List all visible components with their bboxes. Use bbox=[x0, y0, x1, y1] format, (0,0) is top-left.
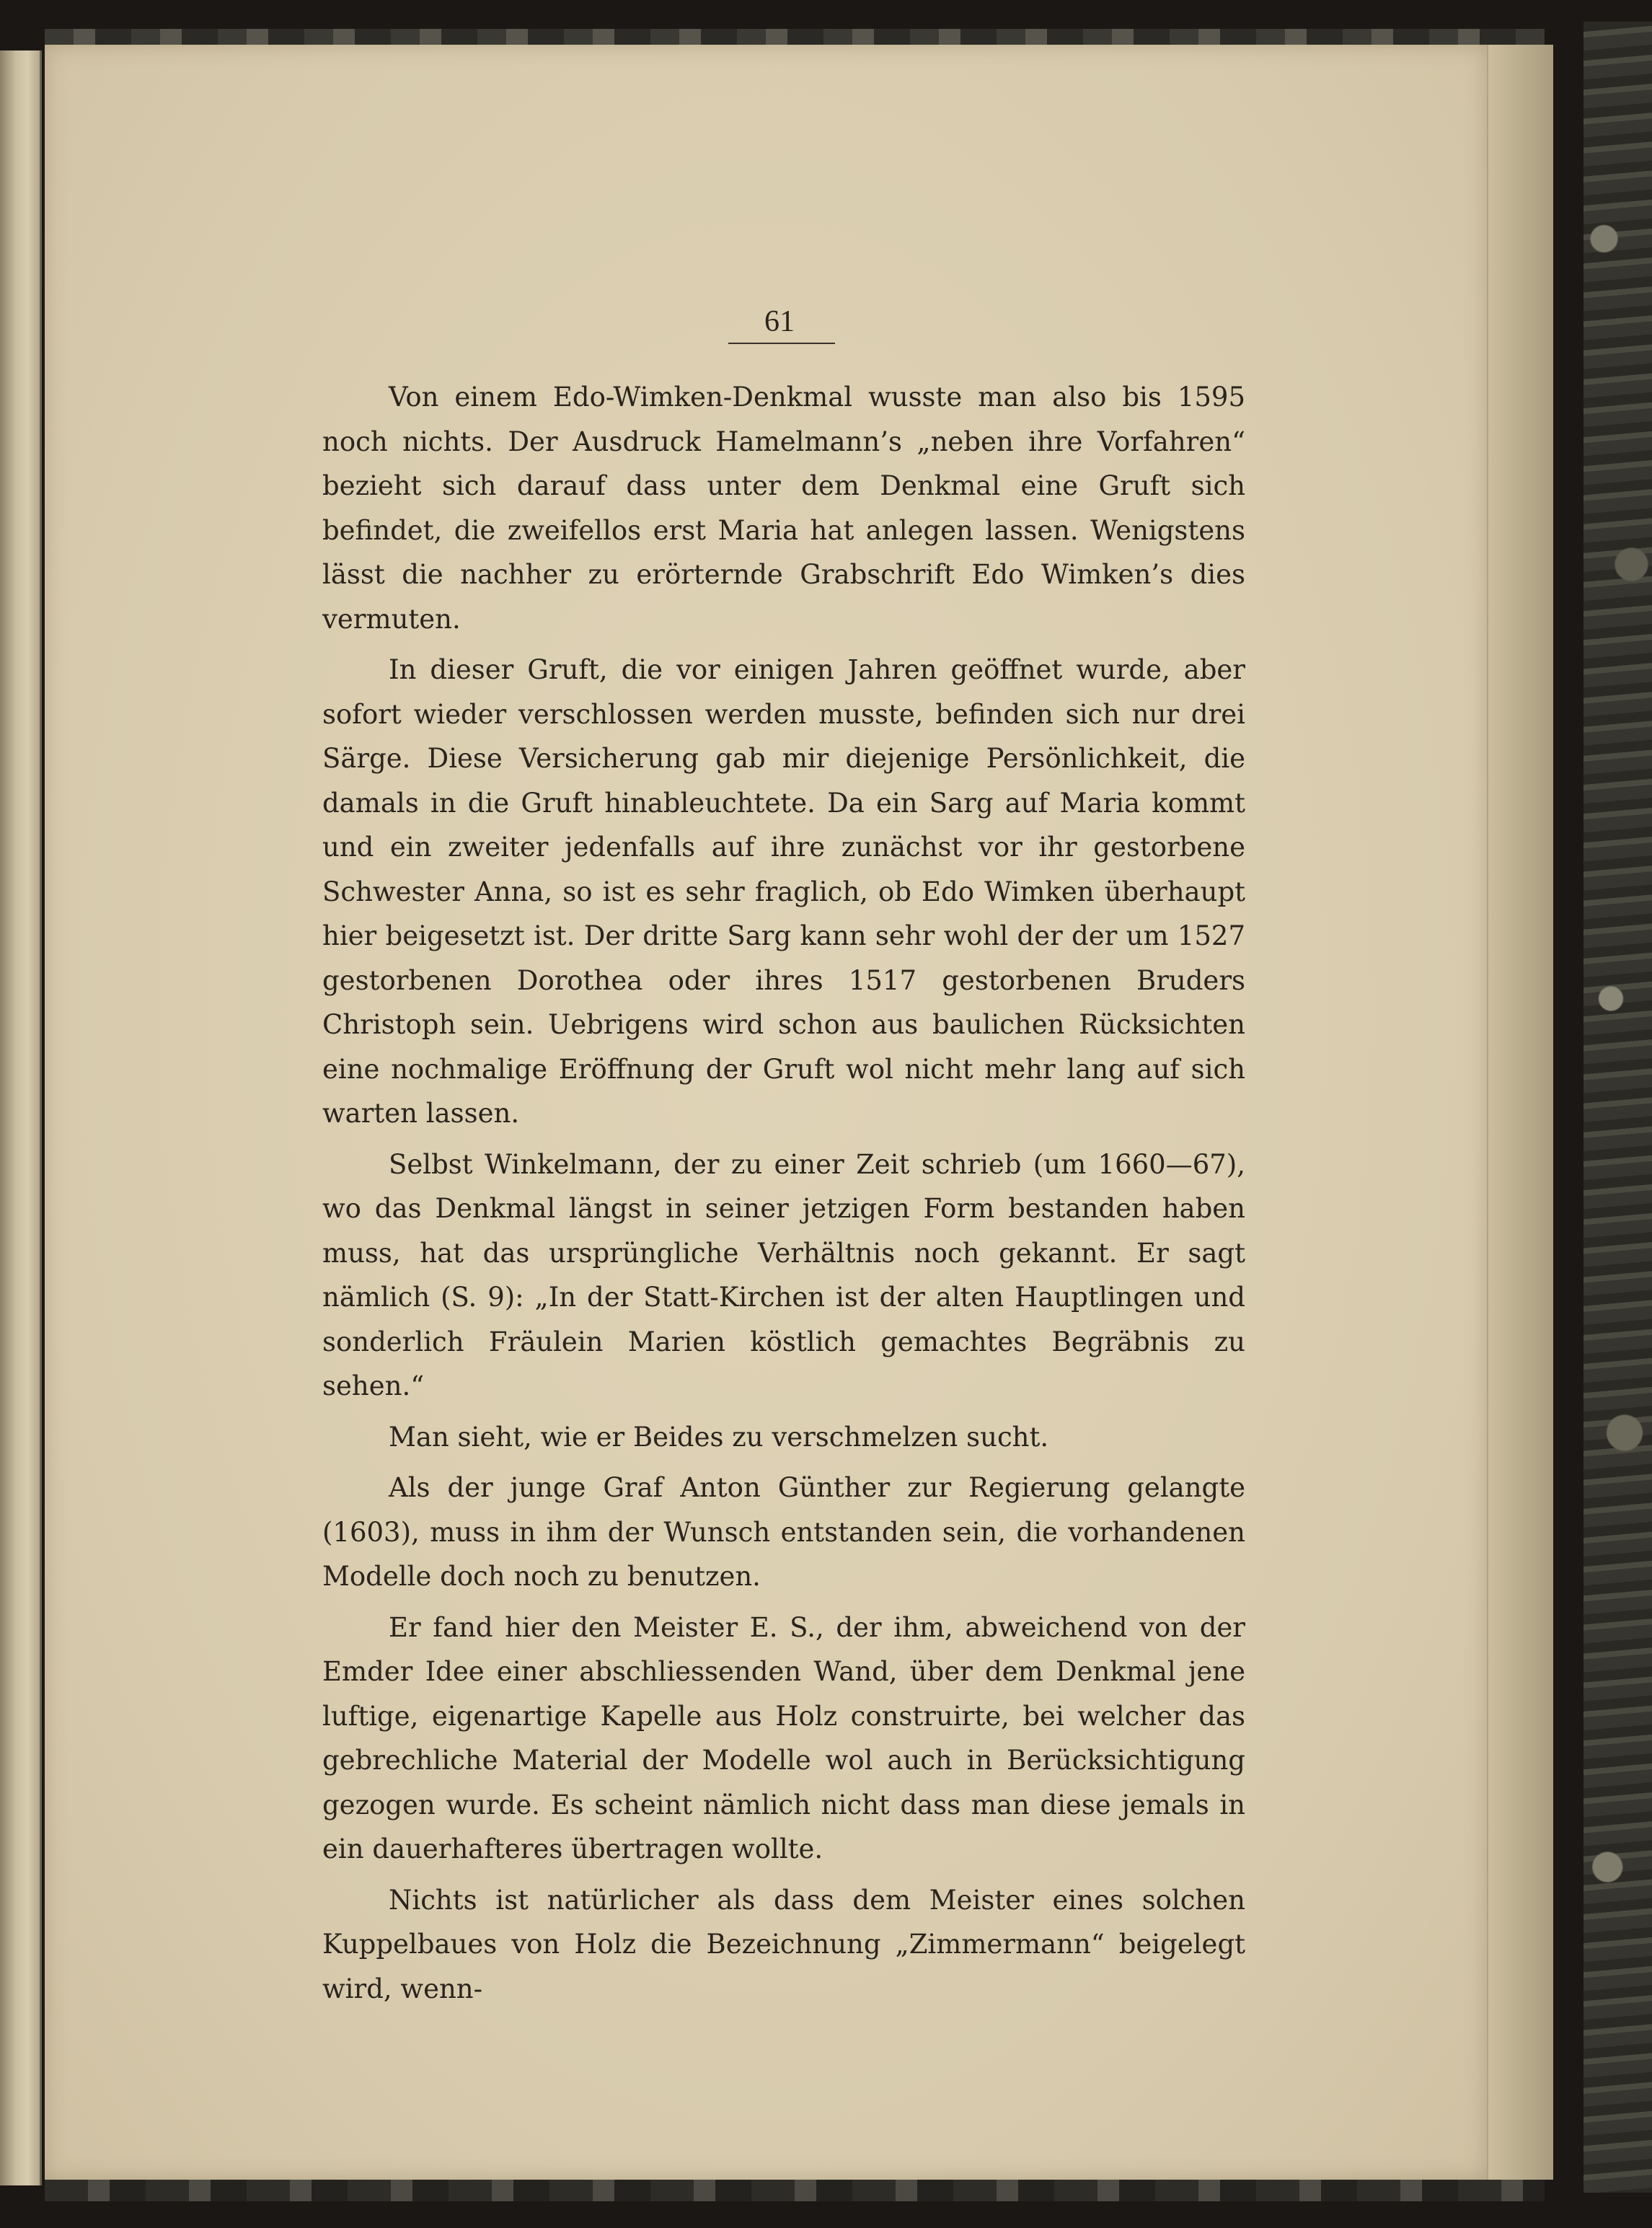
paragraph: Nichts ist natürlicher als dass dem Meister eines solchen Kuppelbaues von Holz die Bezeichnung „Zimmermann“ beigelegt wird, wenn- bbox=[322, 1884, 1245, 2004]
paragraph: Als der junge Graf Anton Günther zur Regierung gelangte (1603), muss in ihm der Wunsch entstanden sein, die vorhandenen Modelle doch noch zu benutzen. bbox=[322, 1472, 1245, 1592]
body-text bbox=[322, 375, 1245, 2011]
page-fore-edge bbox=[1487, 45, 1553, 2180]
page-number-rule bbox=[728, 343, 835, 344]
paragraph: In dieser Gruft, die vor einigen Jahren geöffnet wurde, aber sofort wieder verschlossen werden musste, befinden sich nur drei Särge. Diese Versicherung gab mir diejenige Persönlichkeit, die damals in die Gruft hinableuchtete. Da ein Sarg auf Maria kommt und ein zweiter jedenfalls auf ihre zunächst vor ihr gestorbene Schwester Anna, so ist es sehr fraglich, ob Edo Wimken überhaupt hier beigesetzt ist. Der dritte Sarg kann sehr wohl der der um 1527 gestorbenen Dorothea oder ihres 1517 gestorbenen Bruders Christoph sein. Uebrigens wird schon aus baulichen Rücksichten eine nochmalige Eröffnung der Gruft wol nicht mehr lang auf sich warten lassen. bbox=[322, 654, 1245, 1129]
marbled-cover-edge bbox=[1583, 22, 1652, 2193]
paragraph: Von einem Edo-Wimken-Denkmal wusste man also bis 1595 noch nichts. Der Ausdruck Hamelmann’s „neben ihre Vorfahren“ bezieht sich darauf dass unter dem Denkmal eine Gruft sich befindet, die zweifellos erst Maria hat anlegen lassen. Wenigstens lässt die nachher zu erörternde Grabschrift Edo Wimken’s dies vermuten. bbox=[322, 382, 1245, 635]
paragraph: Er fand hier den Meister E. S., der ihm, abweichend von der Emder Idee einer abschliessenden Wand, über dem Denkmal jene luftige, eigenartige Kapelle aus Holz construirte, bei welcher das gebrechliche Material der Modelle wol auch in Berücksichtigung gezogen wurde. Es scheint nämlich nicht dass man diese jemals in ein dauerhafteres übertragen wollte. bbox=[322, 1611, 1245, 1864]
page-number: 61 bbox=[764, 305, 795, 338]
paragraph: Selbst Winkelmann, der zu einer Zeit schrieb (um 1660—67), wo das Denkmal längst in seiner jetzigen Form bestanden haben muss, hat das ursprüngliche Verhältnis noch gekannt. Er sagt nämlich (S. 9): „In der Statt-Kirchen ist der alten Hauptlingen und sonderlich Fräulein Marien köstlich gemachtes Begräbnis zu sehen.“ bbox=[322, 1148, 1245, 1401]
left-page-edge bbox=[0, 50, 42, 2185]
bottom-marbled-edge bbox=[45, 2180, 1545, 2201]
paragraph: Man sieht, wie er Beides zu verschmelzen sucht. bbox=[389, 1421, 1049, 1453]
book-page bbox=[45, 45, 1487, 2180]
